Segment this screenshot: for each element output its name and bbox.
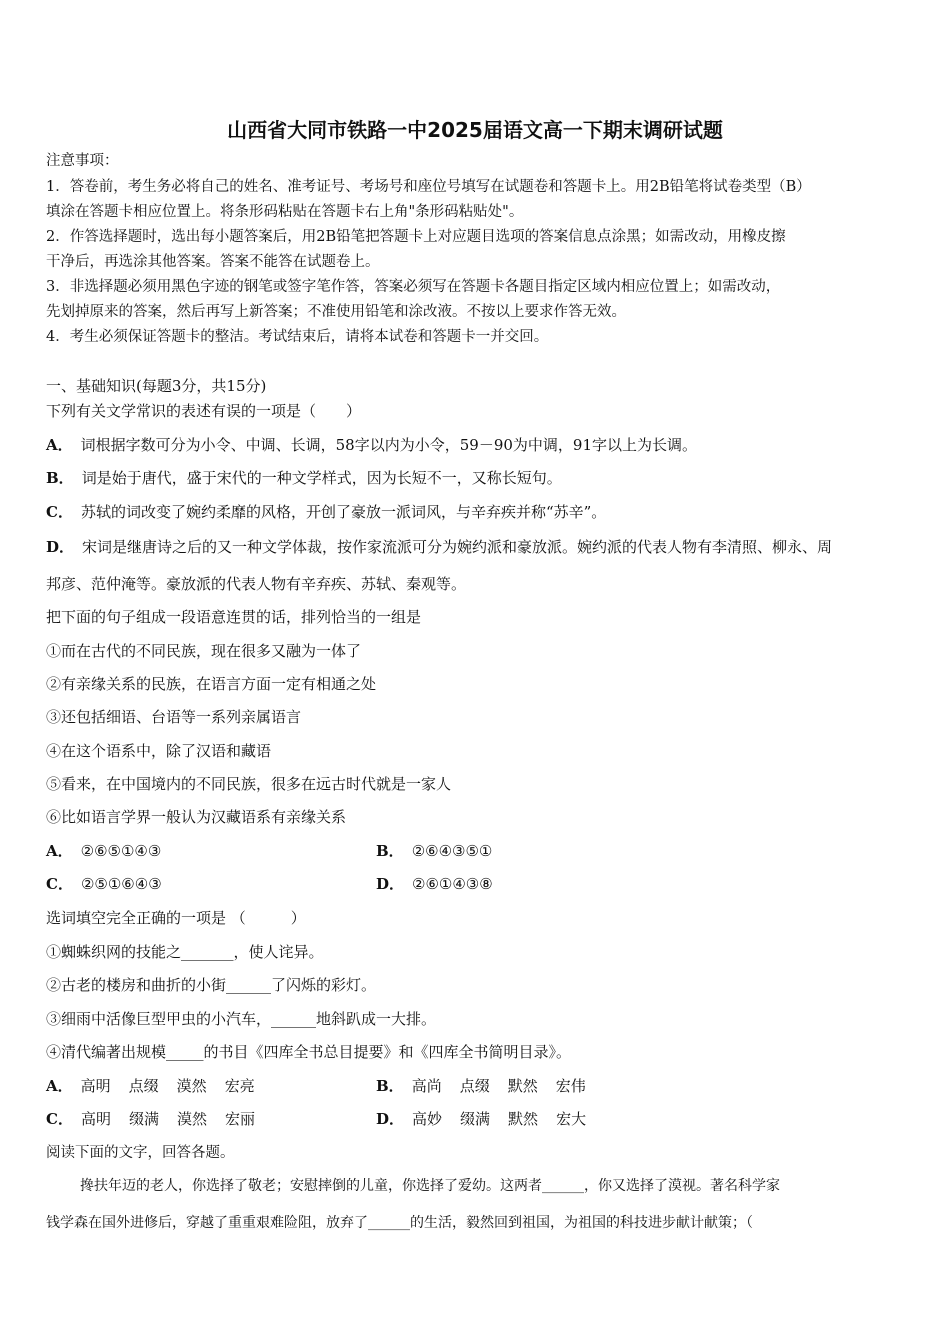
reading-intro: 阅读下面的文字，回答各题。 bbox=[46, 1145, 235, 1161]
q1-option-a: A． 词根据字数可分为小令、中调、长调，58字以内为小令，59－90为中调，91字以上为长调。 bbox=[46, 436, 697, 454]
q2-sentence: ②有亲缘关系的民族，在语言方面一定有相通之处 bbox=[46, 675, 377, 693]
q2-sentence: ③还包括细语、台语等一系列亲属语言 bbox=[46, 708, 302, 726]
q2-sentence: ⑤看来，在中国境内的不同民族，很多在远古时代就是一家人 bbox=[46, 775, 452, 793]
page-title: 山西省大同市铁路一中2025届语文高一下期末调研试题 bbox=[227, 118, 723, 142]
q2-option-a: A． ②⑥⑤①④③ bbox=[46, 842, 162, 860]
q3-stem: 选词填空完全正确的一项是 （ ） bbox=[46, 909, 306, 927]
q3-option-b: B． 高尚 点缀 默然 宏伟 bbox=[376, 1077, 586, 1095]
notice-line: 填涂在答题卡相应位置上。将条形码粘贴在答题卡右上角"条形码粘贴处"。 bbox=[46, 204, 524, 220]
q2-option-c: C． ②⑤①⑥④③ bbox=[46, 875, 162, 893]
notice-line: 先划掉原来的答案，然后再写上新答案；不准使用铅笔和涂改液。不按以上要求作答无效。 bbox=[46, 304, 626, 320]
q2-sentence: ④在这个语系中，除了汉语和藏语 bbox=[46, 742, 272, 760]
notice-line: 3．非选择题必须用黑色字迹的钢笔或签字笔作答，答案必须写在答题卡各题目指定区域内相应位置上；如需改动， bbox=[46, 279, 781, 295]
q1-option-c: C． 苏轼的词改变了婉约柔靡的风格，开创了豪放一派词风，与辛弃疾并称“苏辛”。 bbox=[46, 503, 607, 521]
q3-option-d: D． 高妙 缀满 默然 宏大 bbox=[376, 1110, 587, 1128]
reading-line: 搀扶年迈的老人，你选择了敬老；安慰摔倒的儿童，你选择了爱幼。这两者______，你又选择了漠视。著名科学家 bbox=[80, 1178, 780, 1194]
q1-option-d-cont: 邦彦、范仲淹等。豪放派的代表人物有辛弃疾、苏轼、秦观等。 bbox=[46, 575, 467, 593]
q2-stem: 把下面的句子组成一段语意连贯的话，排列恰当的一组是 bbox=[46, 608, 422, 626]
q2-sentence: ①而在古代的不同民族，现在很多又融为一体了 bbox=[46, 642, 362, 660]
notice-line: 干净后，再选涂其他答案。答案不能答在试题卷上。 bbox=[46, 254, 380, 270]
q3-option-a: A． 高明 点缀 漠然 宏亮 bbox=[46, 1077, 255, 1095]
reading-line: 钱学森在国外进修后，穿越了重重艰难险阻，放弃了______的生活，毅然回到祖国，为祖国的科技进步献计献策；（ bbox=[46, 1215, 753, 1231]
q2-option-d: D． ②⑥①④③⑧ bbox=[376, 875, 493, 893]
notice-line: 2．作答选择题时，选出每小题答案后，用2B铅笔把答题卡上对应题目选项的答案信息点涂黑；如需改动，用橡皮擦 bbox=[46, 229, 786, 245]
q1-stem: 下列有关文学常识的表述有误的一项是（ ） bbox=[46, 402, 362, 420]
q3-option-c: C． 高明 缀满 漠然 宏丽 bbox=[46, 1110, 256, 1128]
notice-line: 1．答卷前，考生务必将自己的姓名、准考证号、考场号和座位号填写在试题卷和答题卡上。用2B铅笔将试卷类型（B） bbox=[46, 179, 811, 195]
q3-sentence: ③细雨中活像巨型甲虫的小汽车，______地斜趴成一大排。 bbox=[46, 1010, 437, 1028]
notice-line: 4．考生必须保证答题卡的整洁。考试结束后，请将本试卷和答题卡一并交回。 bbox=[46, 329, 549, 345]
q2-sentence: ⑥比如语言学界一般认为汉藏语系有亲缘关系 bbox=[46, 808, 347, 826]
q3-sentence: ④清代编著出规模_____的书目《四库全书总目提要》和《四库全书简明目录》。 bbox=[46, 1043, 572, 1061]
q3-sentence: ①蜘蛛织网的技能之_______，使人诧异。 bbox=[46, 943, 324, 961]
q3-sentence: ②古老的楼房和曲折的小街______了闪烁的彩灯。 bbox=[46, 976, 377, 994]
q2-option-b: B． ②⑥④③⑤① bbox=[376, 842, 493, 860]
section-heading: 一、基础知识(每题3分，共15分) bbox=[46, 377, 267, 395]
q1-option-d: D． 宋词是继唐诗之后的又一种文学体裁，按作家流派可分为婉约派和豪放派。婉约派的代表人物有李清照、柳永、周 bbox=[46, 538, 833, 556]
notice-heading: 注意事项： bbox=[46, 153, 119, 169]
q1-option-b: B． 词是始于唐代，盛于宋代的一种文学样式，因为长短不一，又称长短句。 bbox=[46, 469, 562, 487]
